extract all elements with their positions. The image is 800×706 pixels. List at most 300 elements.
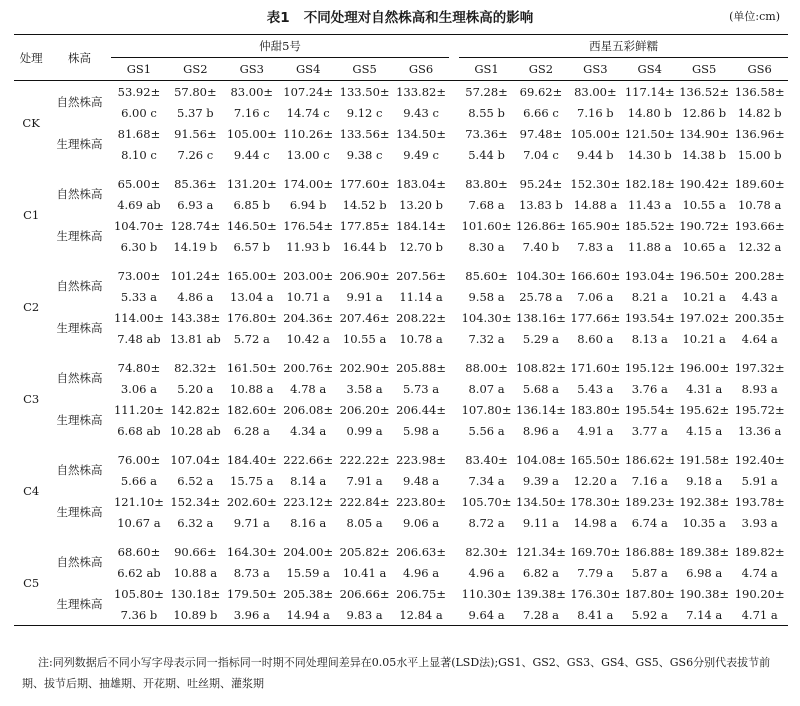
cell-mean: 82.32±	[174, 360, 217, 375]
treatment-label: C4	[23, 484, 40, 498]
table-row	[14, 173, 788, 194]
cell-mean: 189.38±	[679, 544, 730, 559]
cell-sd-letter: 14.98 a	[573, 515, 618, 530]
cell-mean: 105.80±	[113, 586, 164, 601]
cell-sd-letter: 6.74 a	[631, 515, 668, 530]
cell-sd-letter: 4.78 a	[290, 381, 327, 396]
cell-sd-letter: 12.70 b	[399, 239, 444, 254]
cell-mean: 104.30±	[461, 310, 512, 325]
cell-mean: 166.60±	[570, 268, 621, 283]
cell-mean: 121.50±	[624, 126, 675, 141]
cell-mean: 196.00±	[679, 360, 730, 375]
cell-sd-letter: 10.65 a	[682, 239, 726, 254]
cell-mean: 136.96±	[734, 126, 785, 141]
cell-mean: 176.30±	[570, 586, 621, 601]
table-number: 表1	[266, 10, 290, 26]
cell-mean: 134.90±	[679, 126, 730, 141]
cell-mean: 101.60±	[461, 218, 512, 233]
cell-mean: 107.24±	[283, 84, 334, 99]
cell-sd-letter: 10.55 a	[682, 197, 726, 212]
stage-header-v1: GS3	[224, 58, 280, 81]
cell-mean: 88.00±	[465, 360, 508, 375]
table-row	[14, 378, 788, 399]
cell-sd-letter: 14.80 b	[627, 105, 672, 120]
cell-mean: 200.35±	[734, 310, 785, 325]
cell-mean: 85.60±	[465, 268, 508, 283]
cell-sd-letter: 12.86 b	[682, 105, 727, 120]
cell-mean: 74.80±	[117, 360, 161, 375]
cell-sd-letter: 9.38 c	[346, 147, 383, 162]
cell-mean: 136.14±	[516, 402, 566, 417]
cell-mean: 104.70±	[113, 218, 164, 233]
cell-sd-letter: 6.94 b	[289, 197, 327, 212]
table-row	[14, 449, 788, 470]
cell-sd-letter: 8.30 a	[468, 239, 505, 254]
height-type-label: 自然株高	[56, 279, 103, 293]
cell-mean: 195.54±	[624, 402, 675, 417]
cell-sd-letter: 10.78 a	[399, 331, 443, 346]
cell-sd-letter: 11.93 b	[286, 239, 331, 254]
cell-sd-letter: 14.74 c	[286, 105, 330, 120]
treatment-label: C3	[23, 392, 40, 406]
cell-sd-letter: 9.44 c	[233, 147, 270, 162]
cell-sd-letter: 4.34 a	[290, 423, 327, 438]
treatment-label: C2	[23, 300, 40, 314]
cell-sd-letter: 6.00 c	[121, 105, 157, 120]
cell-sd-letter: 6.57 b	[233, 239, 271, 254]
cell-sd-letter: 9.83 a	[336, 604, 392, 626]
cell-mean: 178.30±	[570, 494, 621, 509]
cell-sd-letter: 8.55 b	[468, 105, 505, 120]
cell-sd-letter: 10.88 a	[173, 565, 218, 580]
cell-mean: 206.08±	[283, 402, 334, 417]
cell-sd-letter: 15.75 a	[230, 473, 274, 488]
cell-sd-letter: 7.26 c	[177, 147, 214, 162]
height-type-label: 生理株高	[56, 229, 103, 243]
cell-mean: 143.38±	[170, 310, 221, 325]
cell-mean: 177.60±	[339, 176, 390, 191]
cell-mean: 57.28±	[465, 84, 508, 99]
cell-mean: 207.46±	[339, 310, 390, 325]
cell-mean: 53.92±	[117, 84, 161, 99]
cell-sd-letter: 8.16 a	[290, 515, 327, 530]
cell-sd-letter: 5.87 a	[631, 565, 668, 580]
cell-sd-letter: 4.64 a	[741, 331, 778, 346]
table-row	[14, 399, 788, 420]
cell-sd-letter: 6.30 b	[120, 239, 158, 254]
cell-mean: 136.52±	[679, 84, 730, 99]
cell-sd-letter: 9.91 a	[346, 289, 383, 304]
header-variety-1: 仲甜5号	[111, 35, 450, 58]
cell-sd-letter: 8.60 a	[577, 331, 614, 346]
height-type-label: 生理株高	[56, 137, 103, 151]
table-row	[14, 541, 788, 562]
table-row	[14, 562, 788, 583]
cell-sd-letter: 3.76 a	[631, 381, 668, 396]
cell-mean: 105.00±	[570, 126, 621, 141]
treatment-label: CK	[22, 116, 40, 130]
cell-mean: 130.18±	[170, 586, 221, 601]
cell-mean: 204.36±	[283, 310, 334, 325]
cell-mean: 105.00±	[226, 126, 277, 141]
cell-mean: 128.74±	[170, 218, 221, 233]
cell-sd-letter: 7.91 a	[346, 473, 383, 488]
cell-sd-letter: 4.96 a	[468, 565, 505, 580]
cell-sd-letter: 4.96 a	[402, 565, 440, 580]
cell-mean: 202.90±	[339, 360, 390, 375]
cell-sd-letter: 14.52 b	[342, 197, 387, 212]
cell-mean: 171.60±	[570, 360, 621, 375]
treatment-label: C5	[14, 541, 48, 626]
cell-sd-letter: 8.05 a	[346, 515, 383, 530]
cell-sd-letter: 7.34 a	[468, 473, 505, 488]
cell-sd-letter: 12.32 a	[737, 239, 782, 254]
cell-sd-letter: 10.55 a	[342, 331, 387, 346]
cell-sd-letter: 3.96 a	[224, 604, 280, 626]
cell-sd-letter: 10.88 a	[230, 381, 274, 396]
cell-sd-letter: 10.21 a	[682, 331, 726, 346]
cell-sd-letter: 10.42 a	[286, 331, 330, 346]
cell-sd-letter: 13.83 b	[518, 197, 563, 212]
cell-sd-letter: 7.16 b	[577, 105, 614, 120]
table-row	[14, 470, 788, 491]
cell-sd-letter: 5.92 a	[623, 604, 677, 626]
cell-sd-letter: 10.41 a	[342, 565, 387, 580]
cell-mean: 207.56±	[396, 268, 446, 283]
cell-sd-letter: 8.96 a	[522, 423, 559, 438]
cell-mean: 142.82±	[170, 402, 221, 417]
cell-mean: 195.12±	[624, 360, 675, 375]
cell-mean: 121.10±	[113, 494, 164, 509]
cell-sd-letter: 4.31 a	[686, 381, 723, 396]
cell-sd-letter: 13.00 c	[286, 147, 330, 162]
cell-sd-letter: 5.68 a	[522, 381, 559, 396]
cell-mean: 136.58±	[734, 84, 785, 99]
cell-sd-letter: 6.52 a	[177, 473, 214, 488]
cell-sd-letter: 14.94 a	[280, 604, 336, 626]
cell-mean: 193.54±	[624, 310, 675, 325]
table-row	[14, 123, 788, 144]
stage-header-v1: GS2	[167, 58, 223, 81]
cell-sd-letter: 9.43 c	[403, 105, 439, 120]
table-row	[14, 328, 788, 349]
cell-sd-letter: 9.49 c	[403, 147, 439, 162]
stage-header-v2: GS3	[568, 58, 622, 81]
cell-mean: 186.62±	[624, 452, 675, 467]
cell-sd-letter: 4.91 a	[577, 423, 614, 438]
cell-sd-letter: 7.28 a	[514, 604, 568, 626]
cell-sd-letter: 5.20 a	[177, 381, 214, 396]
cell-mean: 104.08±	[516, 452, 566, 467]
cell-mean: 205.38±	[283, 586, 334, 601]
cell-mean: 107.80±	[461, 402, 512, 417]
height-type-label: 生理株高	[56, 321, 103, 335]
cell-sd-letter: 7.68 a	[468, 197, 505, 212]
cell-sd-letter: 14.30 b	[627, 147, 672, 162]
cell-sd-letter: 5.33 a	[120, 289, 157, 304]
cell-mean: 206.90±	[339, 268, 390, 283]
table-row	[14, 265, 788, 286]
cell-mean: 57.80±	[174, 84, 217, 99]
stage-header-v2: GS2	[514, 58, 568, 81]
table-row	[14, 307, 788, 328]
cell-mean: 190.38±	[679, 586, 730, 601]
cell-sd-letter: 8.07 a	[468, 381, 505, 396]
cell-mean: 90.66±	[174, 544, 217, 559]
cell-sd-letter: 5.72 a	[233, 331, 270, 346]
cell-mean: 222.84±	[339, 494, 390, 509]
cell-mean: 107.04±	[170, 452, 221, 467]
cell-mean: 133.82±	[396, 84, 446, 99]
cell-mean: 189.82±	[734, 544, 785, 559]
cell-sd-letter: 6.66 c	[523, 105, 559, 120]
cell-sd-letter: 6.68 ab	[117, 423, 161, 438]
cell-mean: 177.66±	[570, 310, 621, 325]
cell-mean: 161.50±	[226, 360, 277, 375]
stage-header-v1: GS4	[280, 58, 336, 81]
cell-mean: 97.48±	[519, 126, 563, 141]
cell-sd-letter: 13.20 b	[399, 197, 444, 212]
table-row	[14, 420, 788, 441]
cell-mean: 176.80±	[226, 310, 277, 325]
cell-sd-letter: 14.82 b	[737, 105, 782, 120]
cell-sd-letter: 5.66 a	[120, 473, 157, 488]
cell-sd-letter: 10.89 b	[167, 604, 223, 626]
cell-mean: 111.20±	[113, 402, 164, 417]
stage-header-v2: GS1	[459, 58, 513, 81]
header-plant-height: 株高	[48, 35, 110, 81]
table-caption	[0, 6, 800, 28]
table-row	[14, 286, 788, 307]
cell-mean: 182.60±	[226, 402, 277, 417]
cell-sd-letter: 8.21 a	[631, 289, 668, 304]
table-row	[14, 512, 788, 533]
cell-mean: 223.12±	[283, 494, 334, 509]
cell-sd-letter: 12.84 a	[393, 604, 449, 626]
cell-mean: 126.86±	[516, 218, 566, 233]
cell-sd-letter: 5.91 a	[741, 473, 778, 488]
stage-header-v1: GS6	[393, 58, 449, 81]
cell-sd-letter: 8.13 a	[631, 331, 668, 346]
cell-mean: 187.80±	[624, 586, 675, 601]
cell-mean: 133.50±	[339, 84, 390, 99]
cell-sd-letter: 6.93 a	[177, 197, 214, 212]
table-row	[14, 583, 788, 604]
cell-mean: 186.88±	[624, 544, 675, 559]
cell-mean: 182.18±	[624, 176, 675, 191]
cell-sd-letter: 5.44 b	[468, 147, 505, 162]
cell-sd-letter: 7.40 b	[522, 239, 560, 254]
cell-sd-letter: 8.10 c	[121, 147, 157, 162]
stage-header-v2: GS4	[623, 58, 677, 81]
cell-mean: 139.38±	[516, 586, 566, 601]
cell-mean: 65.00±	[117, 176, 161, 191]
cell-mean: 195.62±	[679, 402, 730, 417]
cell-mean: 68.60±	[117, 544, 161, 559]
cell-mean: 165.90±	[570, 218, 621, 233]
cell-sd-letter: 4.43 a	[741, 289, 778, 304]
cell-sd-letter: 10.71 a	[286, 289, 330, 304]
height-type-label: 生理株高	[56, 505, 103, 519]
cell-sd-letter: 9.06 a	[402, 515, 440, 530]
table-row	[14, 491, 788, 512]
cell-mean: 190.72±	[679, 218, 730, 233]
cell-mean: 191.58±	[679, 452, 730, 467]
cell-sd-letter: 6.28 a	[233, 423, 270, 438]
cell-mean: 133.56±	[339, 126, 390, 141]
cell-sd-letter: 0.99 a	[346, 423, 383, 438]
cell-mean: 197.32±	[734, 360, 785, 375]
cell-mean: 206.75±	[396, 586, 446, 601]
table-title	[0, 6, 800, 26]
cell-mean: 83.80±	[465, 176, 508, 191]
cell-mean: 183.80±	[570, 402, 621, 417]
cell-sd-letter: 3.93 a	[741, 515, 778, 530]
cell-mean: 192.40±	[734, 452, 785, 467]
cell-sd-letter: 3.77 a	[631, 423, 668, 438]
cell-sd-letter: 11.43 a	[628, 197, 672, 212]
cell-mean: 134.50±	[396, 126, 446, 141]
header-variety-2: 西星五彩鲜糯	[459, 35, 788, 58]
cell-sd-letter: 13.81 ab	[169, 331, 221, 346]
cell-mean: 205.82±	[339, 544, 390, 559]
cell-mean: 164.30±	[226, 544, 277, 559]
cell-mean: 152.30±	[570, 176, 621, 191]
cell-mean: 95.24±	[519, 176, 563, 191]
table-row	[14, 215, 788, 236]
cell-sd-letter: 7.48 ab	[117, 331, 161, 346]
cell-sd-letter: 7.79 a	[577, 565, 614, 580]
cell-mean: 105.70±	[461, 494, 512, 509]
cell-mean: 206.63±	[396, 544, 446, 559]
cell-sd-letter: 6.98 a	[686, 565, 723, 580]
header-treatment: 处理	[14, 35, 48, 81]
cell-mean: 83.40±	[465, 452, 508, 467]
cell-mean: 83.00±	[574, 84, 617, 99]
cell-sd-letter: 7.16 a	[631, 473, 668, 488]
cell-mean: 121.34±	[516, 544, 566, 559]
cell-mean: 169.70±	[570, 544, 621, 559]
cell-sd-letter: 14.88 a	[573, 197, 618, 212]
cell-sd-letter: 7.14 a	[677, 604, 731, 626]
cell-sd-letter: 9.48 a	[402, 473, 440, 488]
height-type-label: 自然株高	[56, 187, 103, 201]
cell-sd-letter: 6.85 b	[233, 197, 271, 212]
cell-sd-letter: 8.93 a	[741, 381, 778, 396]
cell-mean: 134.50±	[516, 494, 566, 509]
cell-sd-letter: 9.44 b	[577, 147, 614, 162]
cell-sd-letter: 14.38 b	[682, 147, 727, 162]
cell-sd-letter: 9.64 a	[459, 604, 513, 626]
cell-mean: 104.30±	[516, 268, 566, 283]
cell-sd-letter: 10.21 a	[682, 289, 726, 304]
cell-sd-letter: 6.82 a	[522, 565, 559, 580]
cell-sd-letter: 4.86 a	[177, 289, 214, 304]
cell-sd-letter: 9.11 a	[522, 515, 559, 530]
cell-mean: 152.34±	[170, 494, 221, 509]
cell-mean: 193.78±	[734, 494, 785, 509]
cell-mean: 223.98±	[396, 452, 446, 467]
cell-sd-letter: 14.19 b	[173, 239, 218, 254]
height-type-label: 自然株高	[56, 463, 103, 477]
cell-sd-letter: 5.56 a	[468, 423, 505, 438]
cell-mean: 193.66±	[734, 218, 785, 233]
data-table	[14, 34, 788, 626]
cell-mean: 76.00±	[117, 452, 161, 467]
height-type-label: 生理株高	[48, 583, 110, 626]
cell-mean: 196.50±	[679, 268, 730, 283]
cell-sd-letter: 11.14 a	[399, 289, 443, 304]
cell-sd-letter: 13.36 a	[737, 423, 782, 438]
cell-mean: 195.72±	[734, 402, 785, 417]
cell-sd-letter: 8.72 a	[468, 515, 505, 530]
treatment-label: C1	[23, 208, 40, 222]
table-title-text: 不同处理对自然株高和生理株高的影响	[303, 10, 534, 26]
table-footnote: 注:同列数据后不同小写字母表示同一指标同一时期不同处理间差异在0.05水平上显著(LSD法);GS1、GS2、GS3、GS4、GS5、GS6分别代表拔节前期、拔节后期、抽雄期、开花期、吐丝期、灌浆期	[22, 656, 771, 690]
cell-sd-letter: 8.41 a	[568, 604, 622, 626]
cell-sd-letter: 9.39 a	[522, 473, 559, 488]
height-type-label: 自然株高	[56, 555, 103, 569]
height-type-label: 生理株高	[56, 413, 103, 427]
cell-mean: 179.50±	[226, 586, 277, 601]
cell-mean: 138.16±	[516, 310, 566, 325]
cell-sd-letter: 6.32 a	[177, 515, 214, 530]
cell-sd-letter: 11.88 a	[628, 239, 672, 254]
cell-mean: 82.30±	[465, 544, 508, 559]
stage-header-v1: GS1	[111, 58, 167, 81]
cell-mean: 190.42±	[679, 176, 730, 191]
cell-mean: 184.14±	[396, 218, 446, 233]
cell-sd-letter: 13.04 a	[230, 289, 274, 304]
unit-label: (单位:cm)	[729, 10, 780, 23]
cell-mean: 189.23±	[624, 494, 675, 509]
cell-sd-letter: 9.18 a	[686, 473, 723, 488]
cell-sd-letter: 4.71 a	[731, 604, 788, 626]
cell-sd-letter: 4.15 a	[686, 423, 723, 438]
table-row	[14, 102, 788, 123]
table-row	[14, 236, 788, 257]
stage-header-v2: GS5	[677, 58, 731, 81]
cell-sd-letter: 8.73 a	[233, 565, 270, 580]
stage-header-v2: GS6	[731, 58, 788, 81]
cell-sd-letter: 3.58 a	[346, 381, 383, 396]
cell-mean: 165.50±	[570, 452, 621, 467]
cell-sd-letter: 7.04 c	[523, 147, 559, 162]
height-type-label: 自然株高	[56, 371, 103, 385]
cell-mean: 177.85±	[339, 218, 390, 233]
cell-mean: 73.36±	[465, 126, 508, 141]
cell-sd-letter: 10.28 ab	[169, 423, 221, 438]
cell-sd-letter: 7.83 a	[577, 239, 614, 254]
cell-mean: 183.04±	[396, 176, 446, 191]
cell-mean: 101.24±	[170, 268, 221, 283]
cell-mean: 190.20±	[734, 586, 785, 601]
cell-sd-letter: 9.12 c	[346, 105, 383, 120]
cell-sd-letter: 8.14 a	[290, 473, 327, 488]
cell-sd-letter: 5.98 a	[402, 423, 440, 438]
cell-mean: 202.60±	[226, 494, 277, 509]
cell-sd-letter: 25.78 a	[519, 289, 563, 304]
cell-sd-letter: 10.35 a	[682, 515, 726, 530]
cell-mean: 184.40±	[226, 452, 277, 467]
cell-sd-letter: 5.29 a	[522, 331, 559, 346]
cell-mean: 223.80±	[396, 494, 446, 509]
cell-mean: 131.20±	[226, 176, 277, 191]
cell-sd-letter: 5.73 a	[402, 381, 440, 396]
cell-sd-letter: 5.43 a	[577, 381, 614, 396]
cell-mean: 192.38±	[679, 494, 730, 509]
cell-sd-letter: 9.58 a	[468, 289, 505, 304]
